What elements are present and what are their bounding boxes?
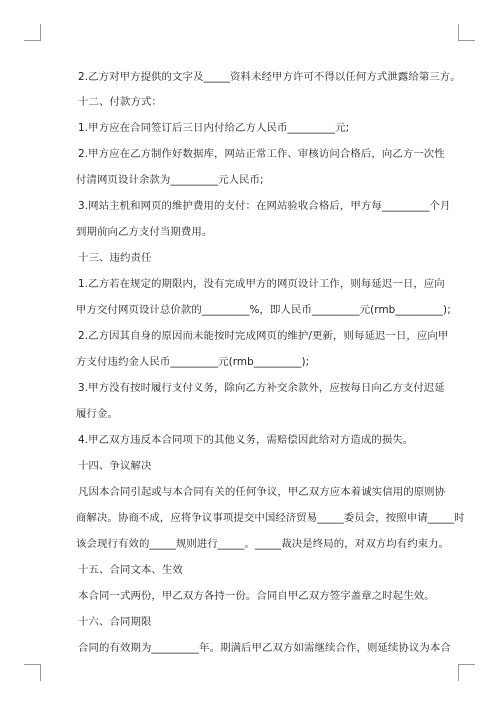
clause-13-1-cont: 甲方交付网页设计总价款的_________%，即人民币_________元(rmb_________);: [76, 304, 451, 316]
section-15-heading: 十五、合同文本、生效: [78, 564, 183, 576]
clause-16-text: 合同的有效期为_________年。期满后甲乙双方如需继续合作，则延续协议为本合: [78, 642, 451, 654]
clause-13-4: 4.甲乙双方违反本合同项下的其他义务，需赔偿因此给对方造成的损失。: [78, 434, 414, 446]
clause-13-3-cont: 履行金。: [76, 408, 118, 420]
clause-12-3: 3.网站主机和网页的维护费用的支付：在网站验收合格后，甲方每_________个月: [78, 200, 451, 212]
crop-mark-top-right: [458, 24, 475, 41]
clause-11-2: 2.乙方对甲方提供的文字及_____资料未经甲方许可不得以任何方式泄露给第三方。: [78, 71, 461, 83]
section-12-heading: 十二、付款方式：: [78, 96, 162, 108]
clause-13-3: 3.甲方没有按时履行支付义务，除向乙方补交余款外，应按每日向乙方支付迟延: [78, 382, 445, 394]
clause-14-text-cont-2: 该会现行有效的_____规则进行_____。_____裁决是终局的，对双方均有约束力。: [76, 538, 450, 550]
crop-mark-top-left: [24, 24, 41, 41]
clause-13-1: 1.乙方若在规定的期限内，没有完成甲方的网页设计工作，则每延迟一日，应向: [78, 278, 445, 290]
clause-13-2: 2.乙方因其自身的原因而未能按时完成网页的维护/更新，则每延迟一日，应向甲: [78, 330, 449, 342]
section-16-heading: 十六、合同期限: [78, 616, 152, 628]
section-13-heading: 十三、违约责任: [78, 252, 152, 264]
clause-14-text: 凡因本合同引起或与本合同有关的任何争议，甲乙双方应本着诚实信用的原则协: [78, 486, 446, 498]
clause-15-text: 本合同一式两份，甲乙双方各持一份。合同自甲乙双方签字盖章之时起生效。: [78, 590, 435, 602]
clause-12-2-cont: 付清网页设计余款为_________元人民币;: [76, 174, 264, 186]
clause-14-text-cont-1: 商解决。协商不成，应将争议事项提交中国经济贸易_____委员会，按照申请_____时: [76, 512, 465, 524]
clause-12-3-cont: 到期前向乙方支付当期费用。: [76, 226, 213, 238]
clause-12-2: 2.甲方应在乙方制作好数据库，网站正常工作、审核访问合格后，向乙方一次性: [78, 148, 445, 160]
clause-13-2-cont: 方支付违约金人民币_________元(rmb_________);: [76, 356, 310, 368]
crop-mark-bottom-left: [24, 664, 41, 681]
crop-mark-bottom-right: [458, 664, 475, 681]
section-14-heading: 十四、争议解决: [78, 460, 152, 472]
clause-12-1: 1.甲方应在合同签订后三日内付给乙方人民币_________元;: [78, 122, 350, 134]
